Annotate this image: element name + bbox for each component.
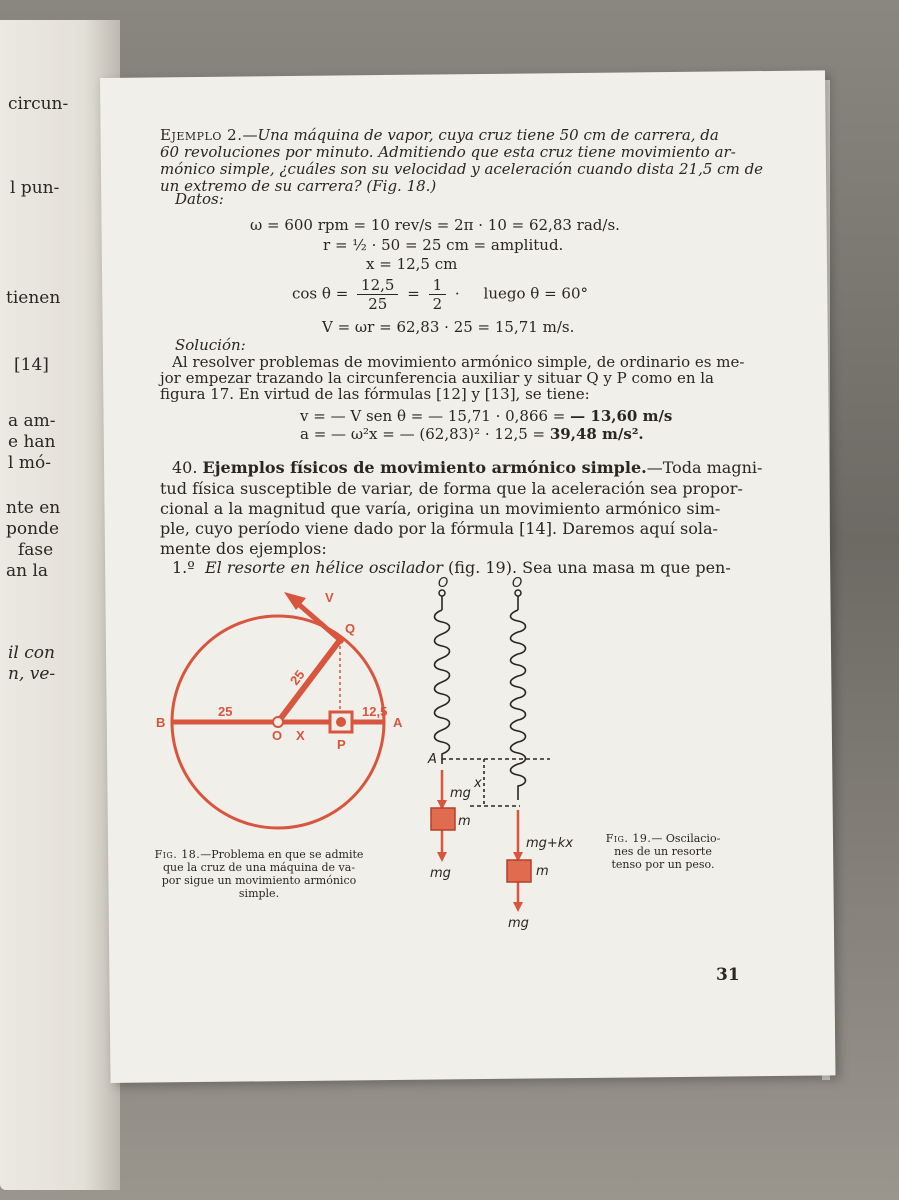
fraction-2: $\frac{1}{2}$ [429,276,447,313]
left-text-fragment: fase [18,540,54,560]
label-left-length: 25 [218,704,233,719]
example-line-2: 60 revoluciones por minuto. Admitiendo que esta cruz tiene movimiento ar- [160,143,736,161]
result-velocity: v = — V sen θ = — 15,71 · 0,866 = — 13,60 m/s [300,407,673,425]
equation-velocity: V = ωr = 62,83 · 25 = 15,71 m/s. [322,318,575,336]
label-radius: 25 [286,667,308,688]
left-text-fragment: circun- [8,94,69,114]
solution-line-3: figura 17. En virtud de las fórmulas [12] y [13], se tiene: [160,385,590,403]
arrow-down-icon [437,852,447,862]
label-x: X [296,728,305,743]
left-text-fragment: l pun- [10,178,60,198]
label-mg-under-2: mg [508,916,529,931]
section-heading-line: 40. Ejemplos físicos de movimiento armónico simple.—Toda magni- [172,458,763,477]
label-o1: O [438,576,449,591]
example-line-1: Ejemplo 2.—Una máquina de vapor, cuya cruz tiene 50 cm de carrera, da [160,126,719,144]
equation-r: r = ½ · 50 = 25 cm = amplitud. [323,236,564,254]
left-text-fragment: l mó- [8,453,51,473]
equation-x: x = 12,5 cm [366,255,458,273]
label-o2: O [512,576,523,591]
radius-line [278,640,340,722]
left-text-fragment: [14] [14,355,49,375]
solution-line-2: jor empezar trazando la circunferencia auxiliar y situar Q y P como en la [160,369,714,387]
result-acceleration: a = — ω²x = — (62,83)² · 12,5 = 39,48 m/s². [300,425,644,443]
item-line: 1.º El resorte en hélice oscilador (fig. 19). Sea una masa m que pen- [172,558,731,577]
label-mg-kx: mg+kx [526,836,574,851]
section-title: Ejemplos físicos de movimiento armónico simple. [202,458,647,477]
label-b: B [156,715,166,730]
arrow-down-icon [513,902,523,912]
section-line-5: mente dos ejemplos: [160,539,327,558]
label-a: A [393,715,403,730]
point-q [336,636,344,644]
left-text-fragment: tienen [6,288,61,308]
left-text-fragment: n, ve- [8,664,56,684]
label-m-1: m [458,814,471,829]
spring-1-coil [435,610,450,764]
velocity-line [296,602,340,640]
example-line-4: un extremo de su carrera? (Fig. 18.) [160,177,437,195]
section-line-2: tud física susceptible de variar, de forma que la aceleración sea propor- [160,479,743,498]
mass-block-2 [507,860,531,882]
label-m-2: m [536,864,549,879]
label-o: O [272,728,283,743]
left-text-fragment: a am- [8,411,56,431]
equation-omega: ω = 600 rpm = 10 rev/s = 2π · 10 = 62,83 rad/s. [250,216,620,234]
page-number: 31 [716,965,740,985]
left-text-fragment: ponde [6,519,60,539]
left-text-fragment: il con [8,643,55,663]
point-o [273,717,283,727]
datos-label: Datos: [175,190,224,208]
label-mg-under-1: mg [430,866,451,881]
label-mg-1: mg [450,786,471,801]
figure-19-caption: Fig. 19.— Oscilacio- nes de un resorte tenso por un peso. [605,832,721,871]
mass-block-1 [431,808,455,830]
equation-cos: cos θ = $\frac{12,5}{25}$ = $\frac{1}{2}$ · luego θ = 60° [292,276,588,313]
section-line-4: ple, cuyo período viene dado por la fórmula [14]. Daremos aquí sola- [160,519,718,538]
example-line-3: mónico simple, ¿cuáles son su velocidad y aceleración cuando dista 21,5 cm de [160,160,764,178]
solucion-label: Solución: [175,336,246,354]
left-text-fragment: e han [8,432,56,452]
label-q: Q [345,621,356,636]
label-v: V [325,590,334,605]
crosshead-pin [336,717,346,727]
label-x-length: 12,5 [362,704,388,719]
label-a-spring: A [428,752,437,767]
section-number: 40. [172,458,198,477]
solution-line-1: Al resolver problemas de movimiento armónico simple, de ordinario es me- [172,353,745,371]
label-x-spring: x [474,776,482,791]
example-heading: Ejemplo 2. [160,126,243,144]
section-line-3: cional a la magnitud que varía, origina un movimiento armónico sim- [160,499,721,518]
label-p: P [337,737,346,752]
left-text-fragment: an la [6,561,49,581]
fraction-1: $\frac{12,5}{25}$ [357,276,398,313]
spring-2-coil [511,610,526,800]
left-text-fragment: nte en [6,498,61,518]
figure-18-caption: Fig. 18.—Problema en que se admite que la cruz de una máquina de va- por sigue un movimiento armónico simple. [154,848,364,900]
